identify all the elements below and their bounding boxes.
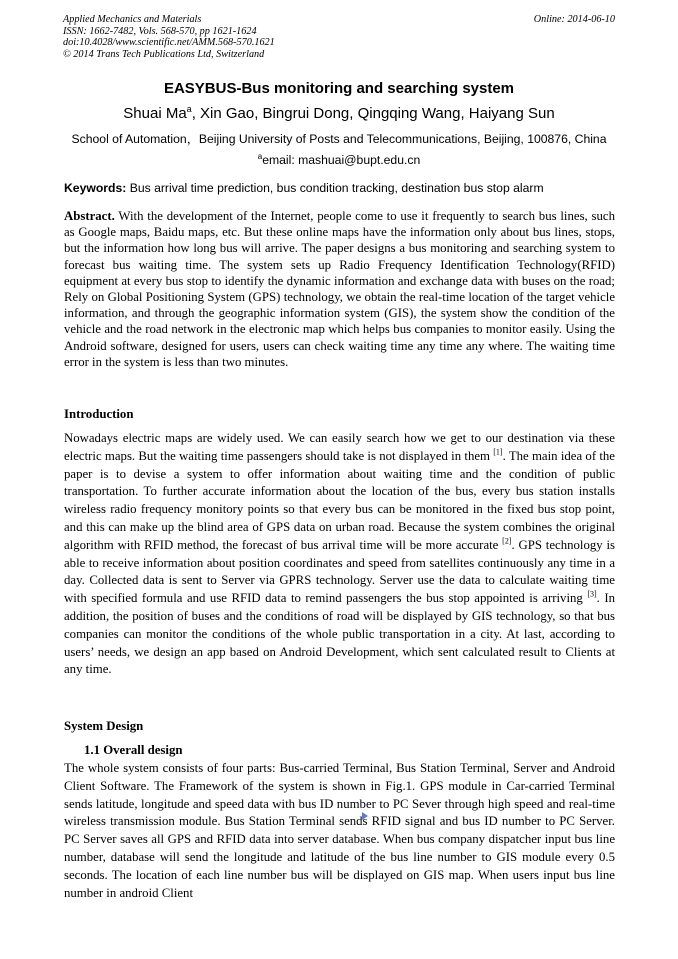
journal-header xyxy=(63,14,615,60)
citation-2: [2] xyxy=(502,536,512,546)
issn-line: ISSN: 1662-7482, Vols. 568-570, pp 1621-1624 xyxy=(63,25,257,37)
introduction-paragraph xyxy=(64,430,615,679)
system-design-paragraph: The whole system consists of four parts: Bus-carried Terminal, Bus Station Terminal, Server and Android Client Software. The Framework of the system is shown in Fig.1. GPS module in Car-carried Terminal sends latitude, longitude and speed data with bus ID number to PC Sever through high speed and real-time wireless transmission module. Bus Station Terminal sends RFID signal and bus ID number to PC Server. PC Server saves all GPS and RFID data into server database. When bus company dispatcher input bus line number, database will send the longitude and latitude of the bus line number to GIS module every 0.5 seconds. The location of each line number bus will be displayed on GIS map. When users input bus line number in android Client xyxy=(64,761,615,900)
citation-1: [1] xyxy=(493,447,503,457)
keywords-label: Keywords: xyxy=(64,181,127,195)
keywords xyxy=(64,180,616,196)
intro-text-3: . GPS technology is able to receive information about position coordinates and speed from satellites continuously any time in a day. Collected data is sent to Server via GPRS technology. Server use the data to calculate waiting time with specified formula and use RFID data to remind passengers the bus stop appointed is arriving xyxy=(64,537,615,606)
affiliation: School of Automation，Beijing University of Posts and Telecommunications, Beijing, 100876, China xyxy=(71,132,607,146)
other-authors: , Xin Gao, Bingrui Dong, Qingqing Wang, Haiyang Sun xyxy=(191,105,555,122)
intro-text-4: . In addition, the position of buses and the conditions of road will be displayed by GIS technology, so that bus companies can monitor the conditions of the whole public transportation in a city. At last, according to users’ needs, we design an app based on Android Development, which sent calculated result to Clients at any time. xyxy=(64,591,615,677)
keywords-text: Bus arrival time prediction, bus condition tracking, destination bus stop alarm xyxy=(126,181,544,195)
author-superscript: a xyxy=(186,104,192,114)
email-line xyxy=(0,152,678,168)
journal-name: Applied Mechanics and Materials xyxy=(63,14,202,25)
introduction-heading: Introduction xyxy=(64,407,134,421)
system-design-heading: System Design xyxy=(64,719,144,733)
abstract xyxy=(64,208,615,370)
author-list xyxy=(0,104,678,124)
journal-info xyxy=(63,14,615,60)
online-date: Online: 2014-06-10 xyxy=(533,14,615,25)
first-author: Shuai Ma xyxy=(123,105,187,122)
abstract-text: With the development of the Internet, people come to use it frequently to search bus lines, such as Google maps, Baidu maps, etc. But these online maps have the information only about bus lines, stops, but the information how long bus will arrive. The paper designs a bus monitoring and searching system to forecast bus waiting time. The system sets up Radio Frequency Identification Technology(RFID) equipment at every bus stop to identify the dynamic information and exchange data with buses on the road; Rely on Global Positioning System (GPS) technology, we obtain the real-time location of the target vehicle information, and through the geographic information system (GIS), the system show the condition of the vehicle and the road network in the electronic map which helps bus companies to monitor easily. Using the Android software, designed for users, users can check waiting time any time any where. The waiting time error in the system is less than two minutes. xyxy=(64,209,615,369)
abstract-label: Abstract. xyxy=(64,209,115,223)
intro-text-1: Nowadays electric maps are widely used. We can easily search how we get to our destination via these electric maps. But the waiting time passengers should take is not displayed in them xyxy=(64,431,615,463)
intro-text-2: . The main idea of the paper is to devise a system to offer information about waiting time and the condition of public transportation. To further accurate information about the location of the bus, every bus station installs wireless radio frequency monitory points so that every bus can be monitored in the fixed bus stop point, and this can make up the blind area of GPS data on urban road. Because the system combines the original algorithm with RFID method, the forecast of bus arrival time will be more accurate xyxy=(64,448,615,552)
copyright-line: © 2014 Trans Tech Publications Ltd, Switzerland xyxy=(63,48,265,60)
email-superscript: a xyxy=(257,151,263,161)
paper-title: EASYBUS-Bus monitoring and searching system xyxy=(163,80,515,97)
email-address: email: mashuai@bupt.edu.cn xyxy=(262,153,421,167)
overall-design-subheading: 1.1 Overall design xyxy=(84,743,183,757)
annotation-marker-icon xyxy=(362,812,368,820)
citation-3: [3] xyxy=(587,589,597,599)
doi-line: doi:10.4028/www.scientific.net/AMM.568-570.1621 xyxy=(63,37,275,49)
